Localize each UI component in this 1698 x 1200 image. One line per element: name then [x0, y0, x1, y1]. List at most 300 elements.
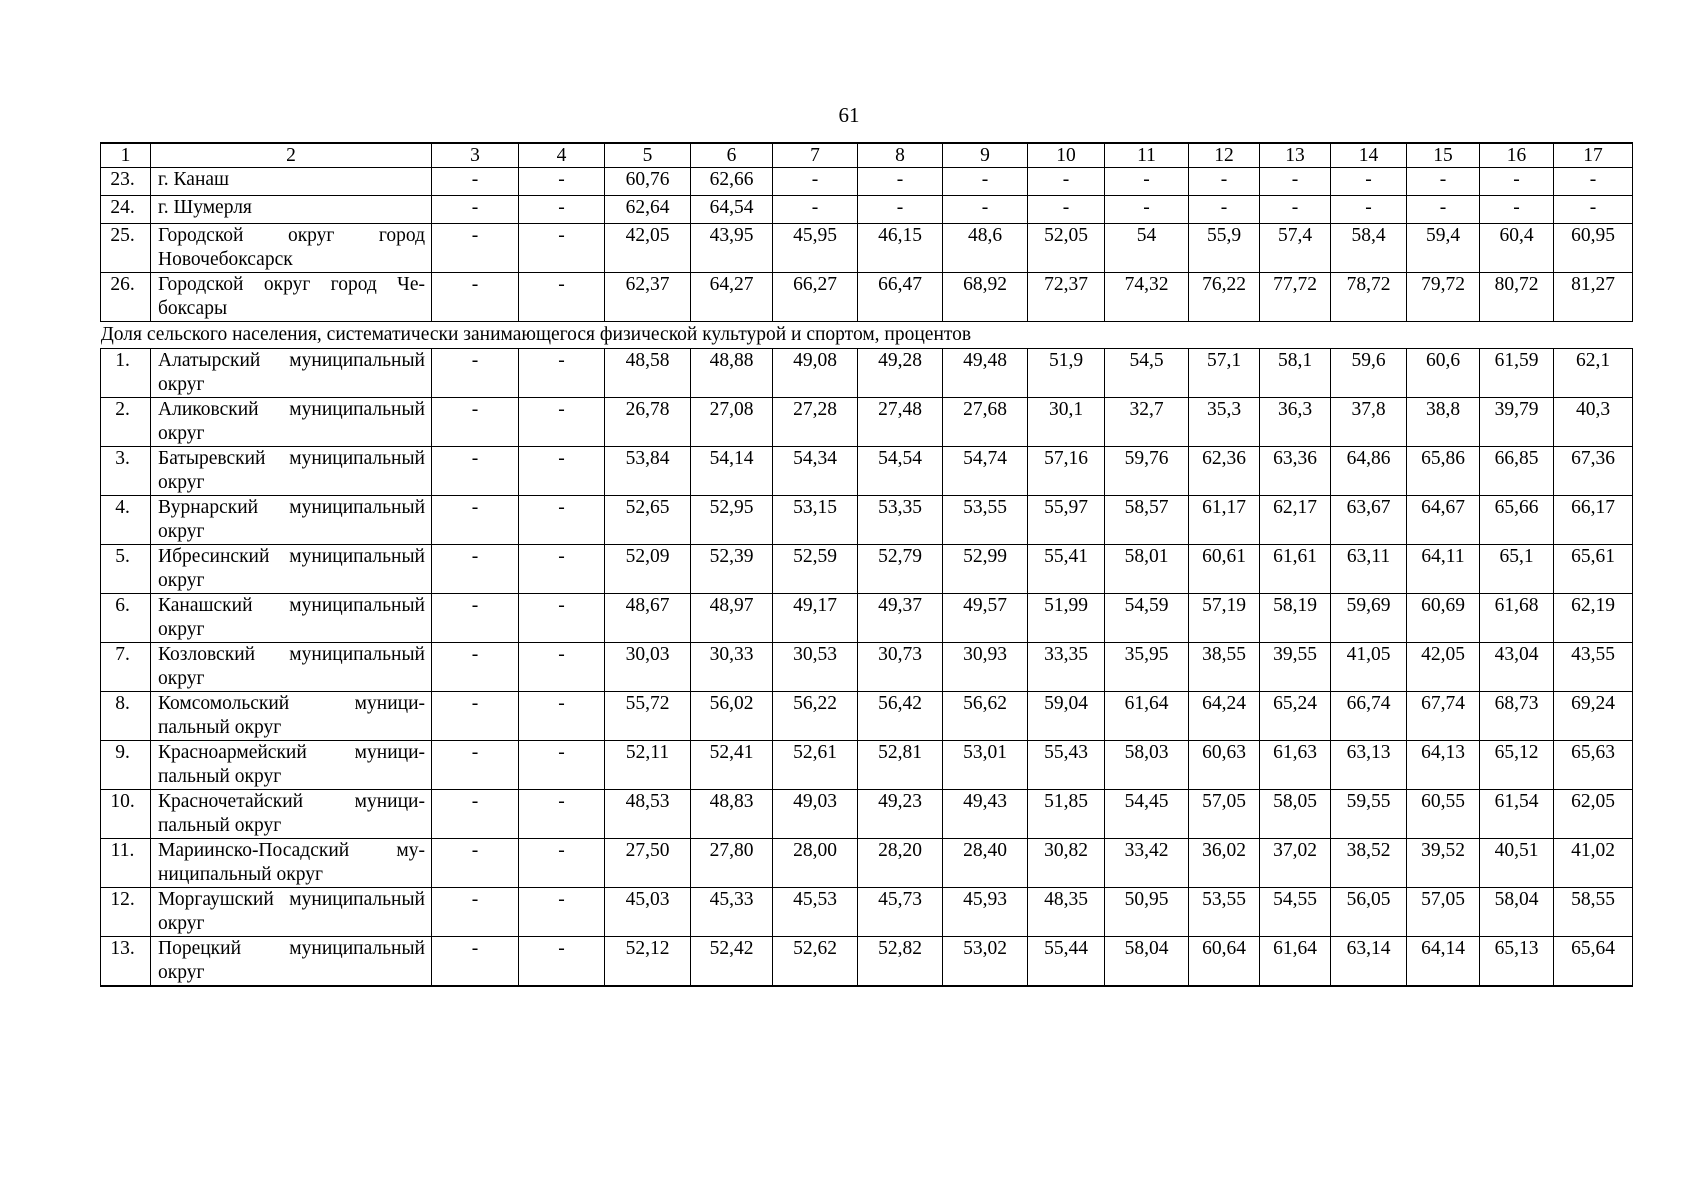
- value-cell: 62,36: [1189, 447, 1260, 496]
- row-number: 26.: [101, 273, 151, 322]
- value-cell: 55,72: [605, 692, 691, 741]
- value-cell: 64,14: [1407, 937, 1480, 987]
- table-row: [101, 168, 1633, 196]
- value-cell: -: [1407, 168, 1480, 196]
- value-cell: 63,11: [1331, 545, 1407, 594]
- value-cell: 58,04: [1105, 937, 1189, 987]
- value-cell: -: [432, 888, 519, 937]
- row-number: 7.: [101, 643, 151, 692]
- value-cell: 59,55: [1331, 790, 1407, 839]
- municipality-name: Козловский муниципальный округ: [151, 643, 432, 692]
- value-cell: 37,8: [1331, 398, 1407, 447]
- value-cell: 58,03: [1105, 741, 1189, 790]
- column-header: 6: [691, 143, 773, 168]
- value-cell: 49,17: [773, 594, 858, 643]
- municipality-name: Ибресинский муниципальный округ: [151, 545, 432, 594]
- value-cell: 54,55: [1260, 888, 1331, 937]
- value-cell: 36,3: [1260, 398, 1331, 447]
- value-cell: 58,1: [1260, 349, 1331, 398]
- value-cell: 28,00: [773, 839, 858, 888]
- value-cell: -: [1028, 168, 1105, 196]
- row-number: 11.: [101, 839, 151, 888]
- value-cell: -: [432, 224, 519, 273]
- value-cell: -: [1554, 168, 1633, 196]
- value-cell: 52,42: [691, 937, 773, 987]
- value-cell: 54,14: [691, 447, 773, 496]
- value-cell: -: [519, 643, 605, 692]
- value-cell: -: [519, 224, 605, 273]
- table-row: [101, 790, 1633, 839]
- value-cell: -: [432, 839, 519, 888]
- value-cell: 52,12: [605, 937, 691, 987]
- row-number: 4.: [101, 496, 151, 545]
- value-cell: 58,04: [1480, 888, 1554, 937]
- value-cell: 33,35: [1028, 643, 1105, 692]
- value-cell: 48,53: [605, 790, 691, 839]
- table-row: [101, 196, 1633, 224]
- value-cell: 72,37: [1028, 273, 1105, 322]
- value-cell: -: [432, 349, 519, 398]
- value-cell: 58,01: [1105, 545, 1189, 594]
- value-cell: 58,4: [1331, 224, 1407, 273]
- value-cell: 54,74: [943, 447, 1028, 496]
- value-cell: -: [519, 594, 605, 643]
- value-cell: 39,52: [1407, 839, 1480, 888]
- value-cell: 52,09: [605, 545, 691, 594]
- value-cell: 45,33: [691, 888, 773, 937]
- value-cell: -: [432, 937, 519, 987]
- value-cell: -: [519, 196, 605, 224]
- table-row: [101, 447, 1633, 496]
- municipality-name: Аликовский муниципальный округ: [151, 398, 432, 447]
- value-cell: 45,03: [605, 888, 691, 937]
- table-row: [101, 349, 1633, 398]
- table-row: [101, 937, 1633, 987]
- value-cell: 58,55: [1554, 888, 1633, 937]
- value-cell: 40,51: [1480, 839, 1554, 888]
- value-cell: -: [519, 496, 605, 545]
- value-cell: 64,13: [1407, 741, 1480, 790]
- value-cell: 48,88: [691, 349, 773, 398]
- value-cell: 41,05: [1331, 643, 1407, 692]
- value-cell: -: [519, 349, 605, 398]
- value-cell: 60,4: [1480, 224, 1554, 273]
- value-cell: -: [432, 643, 519, 692]
- value-cell: 59,6: [1331, 349, 1407, 398]
- value-cell: 53,84: [605, 447, 691, 496]
- value-cell: 53,55: [943, 496, 1028, 545]
- value-cell: 62,37: [605, 273, 691, 322]
- value-cell: 49,08: [773, 349, 858, 398]
- municipality-name: Красноармейский муниципальный округ: [151, 741, 432, 790]
- indicators-table: [100, 142, 1633, 987]
- value-cell: 48,67: [605, 594, 691, 643]
- municipality-name: Городской округ город Чебоксары: [151, 273, 432, 322]
- column-header: 4: [519, 143, 605, 168]
- value-cell: -: [858, 168, 943, 196]
- column-header: 14: [1331, 143, 1407, 168]
- value-cell: -: [858, 196, 943, 224]
- row-number: 24.: [101, 196, 151, 224]
- table-row: [101, 741, 1633, 790]
- value-cell: -: [943, 196, 1028, 224]
- table-row: [101, 224, 1633, 273]
- value-cell: 30,73: [858, 643, 943, 692]
- value-cell: 52,59: [773, 545, 858, 594]
- row-number: 3.: [101, 447, 151, 496]
- value-cell: 37,02: [1260, 839, 1331, 888]
- column-header: 10: [1028, 143, 1105, 168]
- value-cell: 66,27: [773, 273, 858, 322]
- row-number: 5.: [101, 545, 151, 594]
- value-cell: -: [1105, 168, 1189, 196]
- municipality-name: Порецкий муниципальный округ: [151, 937, 432, 987]
- value-cell: 49,57: [943, 594, 1028, 643]
- value-cell: 42,05: [1407, 643, 1480, 692]
- value-cell: 65,66: [1480, 496, 1554, 545]
- table-row: [101, 398, 1633, 447]
- value-cell: 52,65: [605, 496, 691, 545]
- value-cell: -: [519, 545, 605, 594]
- municipality-name: Вурнарский муниципальный округ: [151, 496, 432, 545]
- value-cell: -: [432, 741, 519, 790]
- value-cell: -: [1480, 196, 1554, 224]
- value-cell: -: [519, 790, 605, 839]
- value-cell: 57,1: [1189, 349, 1260, 398]
- value-cell: -: [432, 273, 519, 322]
- value-cell: 55,41: [1028, 545, 1105, 594]
- value-cell: 56,22: [773, 692, 858, 741]
- value-cell: 50,95: [1105, 888, 1189, 937]
- value-cell: 39,55: [1260, 643, 1331, 692]
- value-cell: 53,02: [943, 937, 1028, 987]
- value-cell: 64,27: [691, 273, 773, 322]
- value-cell: 52,41: [691, 741, 773, 790]
- value-cell: 27,08: [691, 398, 773, 447]
- value-cell: 65,12: [1480, 741, 1554, 790]
- value-cell: 65,64: [1554, 937, 1633, 987]
- value-cell: 63,14: [1331, 937, 1407, 987]
- column-header: 7: [773, 143, 858, 168]
- value-cell: 57,4: [1260, 224, 1331, 273]
- table-row: [101, 545, 1633, 594]
- municipality-name: Комсомольский муниципальный округ: [151, 692, 432, 741]
- value-cell: 42,05: [605, 224, 691, 273]
- value-cell: 64,86: [1331, 447, 1407, 496]
- value-cell: 60,61: [1189, 545, 1260, 594]
- value-cell: 66,17: [1554, 496, 1633, 545]
- value-cell: 46,15: [858, 224, 943, 273]
- value-cell: -: [1331, 168, 1407, 196]
- value-cell: -: [1260, 196, 1331, 224]
- value-cell: 63,36: [1260, 447, 1331, 496]
- value-cell: 36,02: [1189, 839, 1260, 888]
- value-cell: 30,53: [773, 643, 858, 692]
- table-row: [101, 643, 1633, 692]
- value-cell: -: [432, 398, 519, 447]
- table-row: [101, 273, 1633, 322]
- column-header: 16: [1480, 143, 1554, 168]
- value-cell: -: [1260, 168, 1331, 196]
- value-cell: 53,15: [773, 496, 858, 545]
- value-cell: -: [432, 447, 519, 496]
- value-cell: 61,17: [1189, 496, 1260, 545]
- value-cell: 54: [1105, 224, 1189, 273]
- value-cell: -: [943, 168, 1028, 196]
- value-cell: 74,32: [1105, 273, 1189, 322]
- value-cell: 38,55: [1189, 643, 1260, 692]
- value-cell: -: [519, 692, 605, 741]
- municipality-name: Городской округ город Новочебоксарск: [151, 224, 432, 273]
- row-number: 2.: [101, 398, 151, 447]
- value-cell: 38,8: [1407, 398, 1480, 447]
- value-cell: 59,04: [1028, 692, 1105, 741]
- value-cell: 30,33: [691, 643, 773, 692]
- value-cell: 52,99: [943, 545, 1028, 594]
- value-cell: 64,24: [1189, 692, 1260, 741]
- value-cell: 59,76: [1105, 447, 1189, 496]
- value-cell: 78,72: [1331, 273, 1407, 322]
- value-cell: 49,28: [858, 349, 943, 398]
- value-cell: 58,57: [1105, 496, 1189, 545]
- value-cell: 40,3: [1554, 398, 1633, 447]
- value-cell: 48,83: [691, 790, 773, 839]
- value-cell: 43,95: [691, 224, 773, 273]
- value-cell: 60,55: [1407, 790, 1480, 839]
- value-cell: 45,93: [943, 888, 1028, 937]
- value-cell: 58,19: [1260, 594, 1331, 643]
- municipality-name: г. Канаш: [151, 168, 432, 196]
- value-cell: -: [773, 196, 858, 224]
- value-cell: 52,79: [858, 545, 943, 594]
- value-cell: 56,62: [943, 692, 1028, 741]
- value-cell: 38,52: [1331, 839, 1407, 888]
- value-cell: 55,97: [1028, 496, 1105, 545]
- value-cell: 65,86: [1407, 447, 1480, 496]
- value-cell: 56,42: [858, 692, 943, 741]
- value-cell: 35,95: [1105, 643, 1189, 692]
- table-row: [101, 839, 1633, 888]
- value-cell: 59,4: [1407, 224, 1480, 273]
- municipality-name: г. Шумерля: [151, 196, 432, 224]
- value-cell: -: [1028, 196, 1105, 224]
- value-cell: 60,69: [1407, 594, 1480, 643]
- value-cell: 66,74: [1331, 692, 1407, 741]
- value-cell: 54,59: [1105, 594, 1189, 643]
- value-cell: -: [432, 790, 519, 839]
- value-cell: 62,1: [1554, 349, 1633, 398]
- value-cell: 43,04: [1480, 643, 1554, 692]
- column-header: 13: [1260, 143, 1331, 168]
- value-cell: 32,7: [1105, 398, 1189, 447]
- value-cell: -: [1554, 196, 1633, 224]
- value-cell: 49,23: [858, 790, 943, 839]
- value-cell: -: [1331, 196, 1407, 224]
- value-cell: 30,03: [605, 643, 691, 692]
- value-cell: 55,9: [1189, 224, 1260, 273]
- value-cell: 61,63: [1260, 741, 1331, 790]
- municipality-name: Красночетайский муниципальный округ: [151, 790, 432, 839]
- municipality-name: Батыревский муниципальный округ: [151, 447, 432, 496]
- value-cell: 28,20: [858, 839, 943, 888]
- value-cell: 69,24: [1554, 692, 1633, 741]
- value-cell: 45,53: [773, 888, 858, 937]
- column-header: 17: [1554, 143, 1633, 168]
- value-cell: 61,59: [1480, 349, 1554, 398]
- value-cell: -: [432, 692, 519, 741]
- column-header: 11: [1105, 143, 1189, 168]
- value-cell: 27,68: [943, 398, 1028, 447]
- value-cell: 56,05: [1331, 888, 1407, 937]
- value-cell: 52,05: [1028, 224, 1105, 273]
- value-cell: 30,93: [943, 643, 1028, 692]
- value-cell: 62,64: [605, 196, 691, 224]
- value-cell: 39,79: [1480, 398, 1554, 447]
- page-number: 61: [838, 103, 860, 127]
- row-number: 8.: [101, 692, 151, 741]
- municipality-name: Моргаушский муниципальный округ: [151, 888, 432, 937]
- value-cell: -: [519, 937, 605, 987]
- value-cell: 49,43: [943, 790, 1028, 839]
- value-cell: -: [519, 398, 605, 447]
- table-row: [101, 692, 1633, 741]
- value-cell: 60,63: [1189, 741, 1260, 790]
- value-cell: 57,16: [1028, 447, 1105, 496]
- value-cell: 59,69: [1331, 594, 1407, 643]
- value-cell: 81,27: [1554, 273, 1633, 322]
- value-cell: 51,85: [1028, 790, 1105, 839]
- value-cell: 54,34: [773, 447, 858, 496]
- value-cell: -: [432, 496, 519, 545]
- value-cell: 43,55: [1554, 643, 1633, 692]
- value-cell: 62,05: [1554, 790, 1633, 839]
- row-number: 9.: [101, 741, 151, 790]
- value-cell: -: [432, 594, 519, 643]
- value-cell: 54,45: [1105, 790, 1189, 839]
- value-cell: -: [432, 168, 519, 196]
- value-cell: 52,11: [605, 741, 691, 790]
- column-header: 9: [943, 143, 1028, 168]
- value-cell: 48,97: [691, 594, 773, 643]
- value-cell: 62,17: [1260, 496, 1331, 545]
- value-cell: 68,73: [1480, 692, 1554, 741]
- value-cell: -: [432, 545, 519, 594]
- row-number: 23.: [101, 168, 151, 196]
- value-cell: 52,61: [773, 741, 858, 790]
- value-cell: 57,19: [1189, 594, 1260, 643]
- value-cell: 66,47: [858, 273, 943, 322]
- value-cell: 61,68: [1480, 594, 1554, 643]
- value-cell: 48,35: [1028, 888, 1105, 937]
- table-row: [101, 496, 1633, 545]
- value-cell: 66,85: [1480, 447, 1554, 496]
- value-cell: -: [773, 168, 858, 196]
- value-cell: 52,62: [773, 937, 858, 987]
- value-cell: 58,05: [1260, 790, 1331, 839]
- row-number: 25.: [101, 224, 151, 273]
- value-cell: 57,05: [1407, 888, 1480, 937]
- value-cell: -: [519, 447, 605, 496]
- value-cell: 62,19: [1554, 594, 1633, 643]
- value-cell: 30,82: [1028, 839, 1105, 888]
- value-cell: 53,55: [1189, 888, 1260, 937]
- value-cell: 53,35: [858, 496, 943, 545]
- value-cell: -: [519, 273, 605, 322]
- value-cell: -: [1407, 196, 1480, 224]
- value-cell: 61,61: [1260, 545, 1331, 594]
- column-header: 3: [432, 143, 519, 168]
- value-cell: 79,72: [1407, 273, 1480, 322]
- value-cell: 63,13: [1331, 741, 1407, 790]
- row-number: 12.: [101, 888, 151, 937]
- value-cell: 27,48: [858, 398, 943, 447]
- value-cell: 54,54: [858, 447, 943, 496]
- table-body: [101, 143, 1633, 986]
- value-cell: -: [519, 888, 605, 937]
- row-number: 13.: [101, 937, 151, 987]
- value-cell: -: [1189, 196, 1260, 224]
- value-cell: 52,81: [858, 741, 943, 790]
- value-cell: 61,54: [1480, 790, 1554, 839]
- column-header: 5: [605, 143, 691, 168]
- value-cell: 49,37: [858, 594, 943, 643]
- value-cell: 49,48: [943, 349, 1028, 398]
- value-cell: 54,5: [1105, 349, 1189, 398]
- value-cell: 49,03: [773, 790, 858, 839]
- value-cell: 60,6: [1407, 349, 1480, 398]
- value-cell: 76,22: [1189, 273, 1260, 322]
- value-cell: 41,02: [1554, 839, 1633, 888]
- value-cell: 60,64: [1189, 937, 1260, 987]
- section-row: [101, 322, 1633, 349]
- value-cell: 61,64: [1105, 692, 1189, 741]
- value-cell: 48,58: [605, 349, 691, 398]
- value-cell: 55,44: [1028, 937, 1105, 987]
- value-cell: 60,76: [605, 168, 691, 196]
- column-header: 8: [858, 143, 943, 168]
- value-cell: 64,67: [1407, 496, 1480, 545]
- municipality-name: Алатырский муниципальный округ: [151, 349, 432, 398]
- table-row: [101, 594, 1633, 643]
- municipality-name: Мариинско-Посадский муниципальный округ: [151, 839, 432, 888]
- value-cell: -: [519, 168, 605, 196]
- column-number-row: [101, 143, 1633, 168]
- value-cell: 65,1: [1480, 545, 1554, 594]
- value-cell: 27,80: [691, 839, 773, 888]
- value-cell: 64,54: [691, 196, 773, 224]
- value-cell: 63,67: [1331, 496, 1407, 545]
- value-cell: -: [519, 839, 605, 888]
- value-cell: 52,95: [691, 496, 773, 545]
- column-header: 15: [1407, 143, 1480, 168]
- value-cell: 45,73: [858, 888, 943, 937]
- value-cell: 65,63: [1554, 741, 1633, 790]
- value-cell: 52,82: [858, 937, 943, 987]
- column-header: 12: [1189, 143, 1260, 168]
- value-cell: 33,42: [1105, 839, 1189, 888]
- value-cell: -: [519, 741, 605, 790]
- row-number: 10.: [101, 790, 151, 839]
- value-cell: 27,28: [773, 398, 858, 447]
- column-header: 1: [101, 143, 151, 168]
- value-cell: 65,13: [1480, 937, 1554, 987]
- value-cell: 57,05: [1189, 790, 1260, 839]
- value-cell: -: [1105, 196, 1189, 224]
- value-cell: -: [1480, 168, 1554, 196]
- value-cell: 80,72: [1480, 273, 1554, 322]
- value-cell: 67,74: [1407, 692, 1480, 741]
- value-cell: 61,64: [1260, 937, 1331, 987]
